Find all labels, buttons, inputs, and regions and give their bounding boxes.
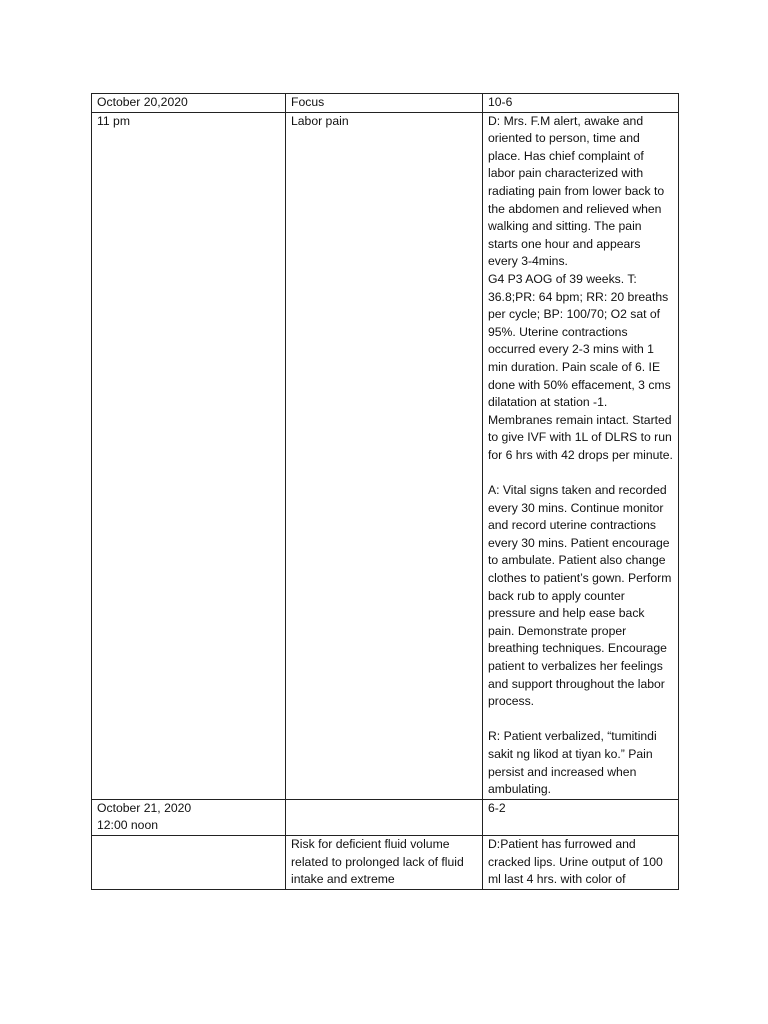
notes-cell xyxy=(483,112,679,799)
data-note: D: Mrs. F.M alert, awake and oriented to person, time and place. Has chief complaint of labor pain characterized with radiating pain from lower back to the abdomen and relieved when walking and sitting. The pain starts one hour and appears every 3-4mins. xyxy=(488,113,665,269)
notes-text: 10-6 xyxy=(488,95,513,109)
time-text: 12:00 noon xyxy=(97,818,158,833)
notes-cell xyxy=(483,835,679,889)
date-cell xyxy=(92,94,286,113)
date-text: October 21, 2020 xyxy=(97,800,192,815)
focus-cell xyxy=(286,112,483,799)
paragraph-gap xyxy=(488,464,673,482)
date-cell xyxy=(92,112,286,799)
nursing-notes-table xyxy=(91,93,679,890)
data-note: D:Patient has furrowed and cracked lips. Urine output of 100 ml last 4 hrs. with color of xyxy=(488,836,663,887)
table-row xyxy=(92,835,679,889)
focus-cell xyxy=(286,799,483,835)
focus-text: Labor pain xyxy=(291,113,349,128)
date-cell xyxy=(92,835,286,889)
action-note: A: Vital signs taken and recorded every 30 mins. Continue monitor and record uterine contractions every 30 mins. Patient encourage to ambulate. Patient also change clothes to patient’s gown. Perform back rub to apply counter pressure and help ease back pain. Demonstrate proper breathing techniques. Encourage patient to verbalizes her feelings and support throughout the labor process. xyxy=(488,483,672,709)
focus-cell xyxy=(286,94,483,113)
table-row xyxy=(92,94,679,113)
notes-cell xyxy=(483,799,679,835)
date-text: October 20,2020 xyxy=(97,95,188,109)
table-row xyxy=(92,112,679,799)
notes-cell xyxy=(483,94,679,113)
focus-text: Focus xyxy=(291,95,325,109)
focus-cell xyxy=(286,835,483,889)
time-text: 11 pm xyxy=(97,113,130,128)
table-row xyxy=(92,799,679,835)
paragraph-gap xyxy=(488,711,673,729)
data-note-vitals: G4 P3 AOG of 39 weeks. T: 36.8;PR: 64 bpm; RR: 20 breaths per cycle; BP: 100/70; O2 sat of 95%. Uterine contractions occurred every 2-3 mins with 1 min duration. Pain scale of 6. IE done with 50% effacement, 3 cms dilatation at station -1. Membranes remain intact. Started to give IVF with 1L of DLRS to run for 6 hrs with 42 drops per minute. xyxy=(488,271,673,462)
focus-text: Risk for deficient fluid volume related to prolonged lack of fluid intake and extreme xyxy=(291,836,464,887)
date-cell xyxy=(92,799,286,835)
response-note: R: Patient verbalized, “tumitindi sakit ng likod at tiyan ko.” Pain persist and increased when ambulating. xyxy=(488,729,657,797)
notes-text: 6-2 xyxy=(488,800,506,815)
